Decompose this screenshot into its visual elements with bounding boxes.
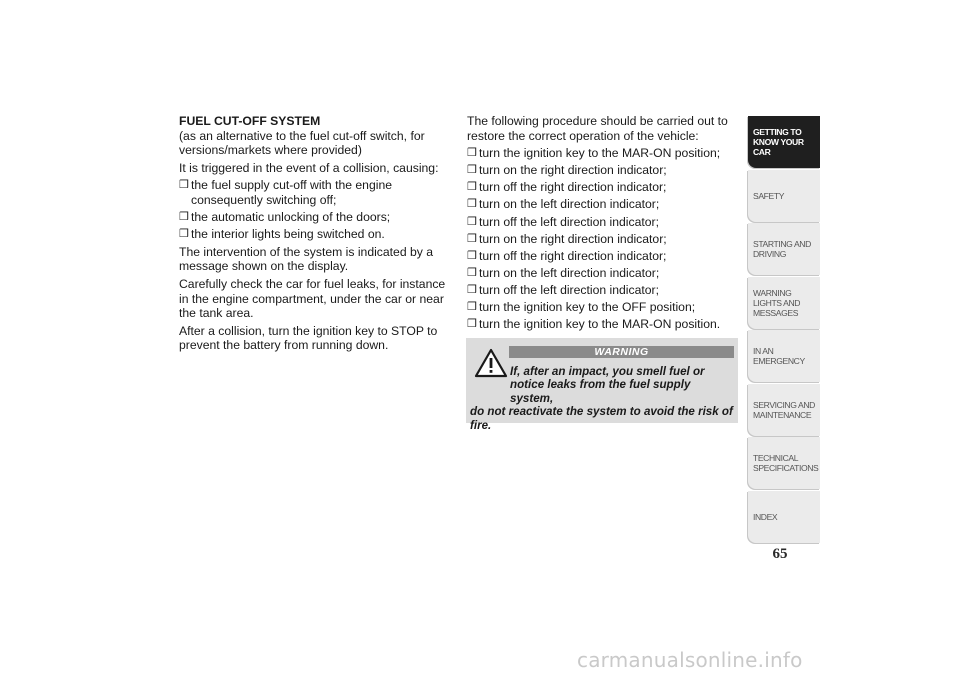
list-item: ❒ turn on the left direction indicator; [467, 197, 660, 212]
checkbox-bullet-icon: ❒ [467, 215, 477, 228]
chapter-tab-label: SAFETY [753, 190, 785, 201]
list-item: ❒ turn the ignition key to the MAR-ON position. [467, 317, 721, 332]
chapter-tab-label: IN AN EMERGENCY [753, 346, 805, 366]
checkbox-bullet-icon: ❒ [467, 181, 477, 194]
chapter-tab[interactable] [748, 116, 820, 168]
checkbox-bullet-icon: ❒ [179, 179, 189, 192]
chapter-tab[interactable] [748, 223, 820, 275]
watermark: carmanualsonline.info [577, 648, 803, 672]
list-item: ❒ turn off the left direction indicator; [467, 282, 659, 297]
checkbox-bullet-icon: ❒ [467, 164, 477, 177]
page-number: 65 [772, 546, 788, 562]
paragraph: Carefully check the car for fuel leaks, for instance in the engine compartment, under the car or near the tank area. [179, 276, 446, 321]
warning-box [466, 338, 738, 432]
chapter-tab[interactable] [748, 384, 820, 436]
list-item: ❒ turn the ignition key to the OFF position; [467, 300, 696, 315]
chapter-tab-label: GETTING TO KNOW YOUR CAR [753, 127, 804, 157]
checkbox-bullet-icon: ❒ [467, 318, 477, 331]
chapter-tab-label: WARNING LIGHTS AND MESSAGES [753, 287, 801, 318]
procedure-intro: The following procedure should be carried out to restore the correct operation of the vehicle: [467, 114, 728, 143]
section-heading: FUEL CUT-OFF SYSTEM [179, 114, 321, 128]
warning-label: WARNING [509, 346, 734, 358]
checkbox-bullet-icon: ❒ [179, 228, 189, 241]
checkbox-bullet-icon: ❒ [467, 249, 477, 262]
effects-list [179, 178, 451, 241]
list-item: ❒ turn off the right direction indicator; [467, 180, 667, 195]
chapter-tab-label: SERVICING AND MAINTENANCE [753, 399, 815, 420]
right-column [467, 114, 739, 335]
list-item: ❒ the fuel supply cut-off with the engine consequently switching off; [179, 178, 392, 207]
procedure-steps [467, 146, 739, 332]
chapter-tab[interactable] [748, 491, 820, 543]
list-item: ❒ the automatic unlocking of the doors; [179, 210, 391, 225]
checkbox-bullet-icon: ❒ [467, 301, 477, 314]
chapter-tab-label: TECHNICAL SPECIFICATIONS [753, 453, 819, 473]
list-item: ❒ turn on the right direction indicator; [467, 231, 667, 246]
chapter-tabs [748, 116, 820, 544]
chapter-tab[interactable] [748, 437, 820, 489]
section-subtitle: (as an alternative to the fuel cut-off switch, for versions/markets where provided) [179, 128, 425, 158]
checkbox-bullet-icon: ❒ [467, 147, 477, 160]
checkbox-bullet-icon: ❒ [467, 266, 477, 279]
list-item: ❒ turn off the right direction indicator; [467, 248, 667, 263]
paragraph: After a collision, turn the ignition key to STOP to prevent the battery from running down. [179, 323, 438, 353]
checkbox-bullet-icon: ❒ [467, 283, 477, 296]
chapter-tab-label: INDEX [753, 511, 778, 522]
left-column [179, 114, 451, 356]
list-item: ❒ turn on the right direction indicator; [467, 163, 667, 178]
intro-text: It is triggered in the event of a collision, causing: [179, 160, 439, 175]
chapter-tab[interactable] [748, 330, 820, 382]
chapter-tab[interactable] [748, 170, 820, 222]
checkbox-bullet-icon: ❒ [179, 211, 189, 224]
chapter-tab[interactable] [748, 277, 820, 329]
list-item: ❒ turn off the left direction indicator; [467, 214, 659, 229]
list-item: ❒ turn the ignition key to the MAR-ON position; [467, 146, 721, 161]
checkbox-bullet-icon: ❒ [467, 232, 477, 245]
paragraph: The intervention of the system is indicated by a message shown on the display. [179, 244, 434, 274]
warning-text: If, after an impact, you smell fuel or notice leaks from the fuel supply system, do not reactivate the system to avoid the risk of fire. [470, 365, 733, 432]
list-item: ❒ turn on the left direction indicator; [467, 265, 660, 280]
checkbox-bullet-icon: ❒ [467, 198, 477, 211]
list-item: ❒ the interior lights being switched on. [179, 227, 385, 242]
chapter-tab-label: STARTING AND DRIVING [753, 239, 811, 259]
